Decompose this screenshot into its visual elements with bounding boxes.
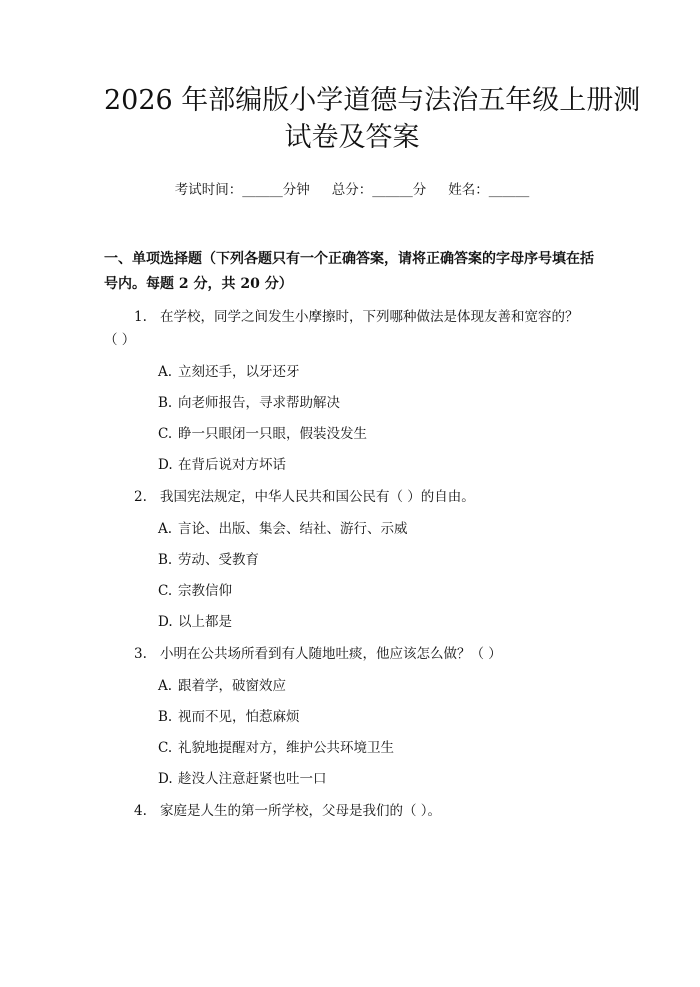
option-text: 向老师报告，寻求帮助解决 [178, 395, 340, 411]
option-text: 跟着学，破窗效应 [178, 678, 286, 694]
option-text: 在背后说对方坏话 [178, 457, 286, 473]
option-a [104, 519, 600, 539]
exam-info [104, 180, 600, 200]
total-score: 总分：______分 [331, 182, 427, 198]
option-letter: B. [158, 709, 173, 725]
question-3 [104, 643, 600, 666]
option-letter: D. [158, 771, 173, 787]
question-number: 3. [134, 646, 147, 662]
question-text: 家庭是人生的第一所学校，父母是我们的（ ）。 [160, 803, 442, 819]
question-1-options [104, 362, 600, 475]
option-a [104, 676, 600, 696]
option-text: 视而不见，怕惹麻烦 [178, 709, 300, 725]
option-letter: C. [158, 740, 173, 756]
question-text: 小明在公共场所看到有人随地吐痰，他应该怎么做？（ ） [160, 646, 502, 662]
option-b [104, 550, 600, 570]
option-letter: C. [158, 583, 173, 599]
option-letter: B. [158, 552, 173, 568]
question-3-options [104, 676, 600, 789]
option-letter: B. [158, 395, 173, 411]
option-text: 宗教信仰 [178, 583, 232, 599]
exam-time: 考试时间：______分钟 [174, 182, 310, 198]
question-2-options [104, 519, 600, 632]
option-letter: A. [158, 678, 173, 694]
option-d [104, 612, 600, 632]
student-name: 姓名：______ [448, 182, 530, 198]
option-c [104, 581, 600, 601]
question-2 [104, 486, 600, 509]
option-text: 以上都是 [178, 614, 232, 630]
question-number: 1. [134, 309, 147, 325]
option-text: 趁没人注意赶紧也吐一口 [178, 771, 327, 787]
option-text: 礼貌地提醒对方，维护公共环境卫生 [178, 740, 394, 756]
question-text: 在学校，同学之间发生小摩擦时，下列哪种做法是体现友善和宽容的？ [160, 309, 579, 325]
option-text: 劳动、受教育 [178, 552, 259, 568]
option-letter: D. [158, 614, 173, 630]
question-4 [104, 800, 600, 823]
option-b [104, 393, 600, 413]
option-c [104, 738, 600, 758]
option-letter: A. [158, 521, 173, 537]
title-line-1: 2026 年部编版小学道德与法治五年级上册测 [104, 85, 641, 116]
document-page [0, 82, 700, 987]
title-line-2: 试卷及答案 [284, 122, 420, 153]
option-text: 言论、出版、集会、结社、游行、示威 [178, 521, 408, 537]
option-text: 睁一只眼闭一只眼，假装没发生 [178, 426, 367, 442]
question-1 [104, 306, 600, 352]
option-letter: D. [158, 457, 173, 473]
option-d [104, 769, 600, 789]
document-title [104, 82, 641, 156]
option-letter: C. [158, 426, 173, 442]
section-heading-line-1: 一、单项选择题（下列各题只有一个正确答案，请将正确答案的字母序号填在括 [104, 251, 594, 267]
option-letter: A. [158, 364, 173, 380]
question-number: 2. [134, 489, 147, 505]
question-text: 我国宪法规定，中华人民共和国公民有（ ）的自由。 [160, 489, 475, 505]
option-c [104, 424, 600, 444]
answer-blank: （ ） [104, 332, 136, 348]
section-heading-line-2: 号内。每题 2 分，共 20 分） [104, 276, 293, 292]
option-d [104, 455, 600, 475]
question-number: 4. [134, 803, 147, 819]
option-text: 立刻还手，以牙还牙 [178, 364, 300, 380]
option-a [104, 362, 600, 382]
section-heading [104, 247, 600, 297]
option-b [104, 707, 600, 727]
